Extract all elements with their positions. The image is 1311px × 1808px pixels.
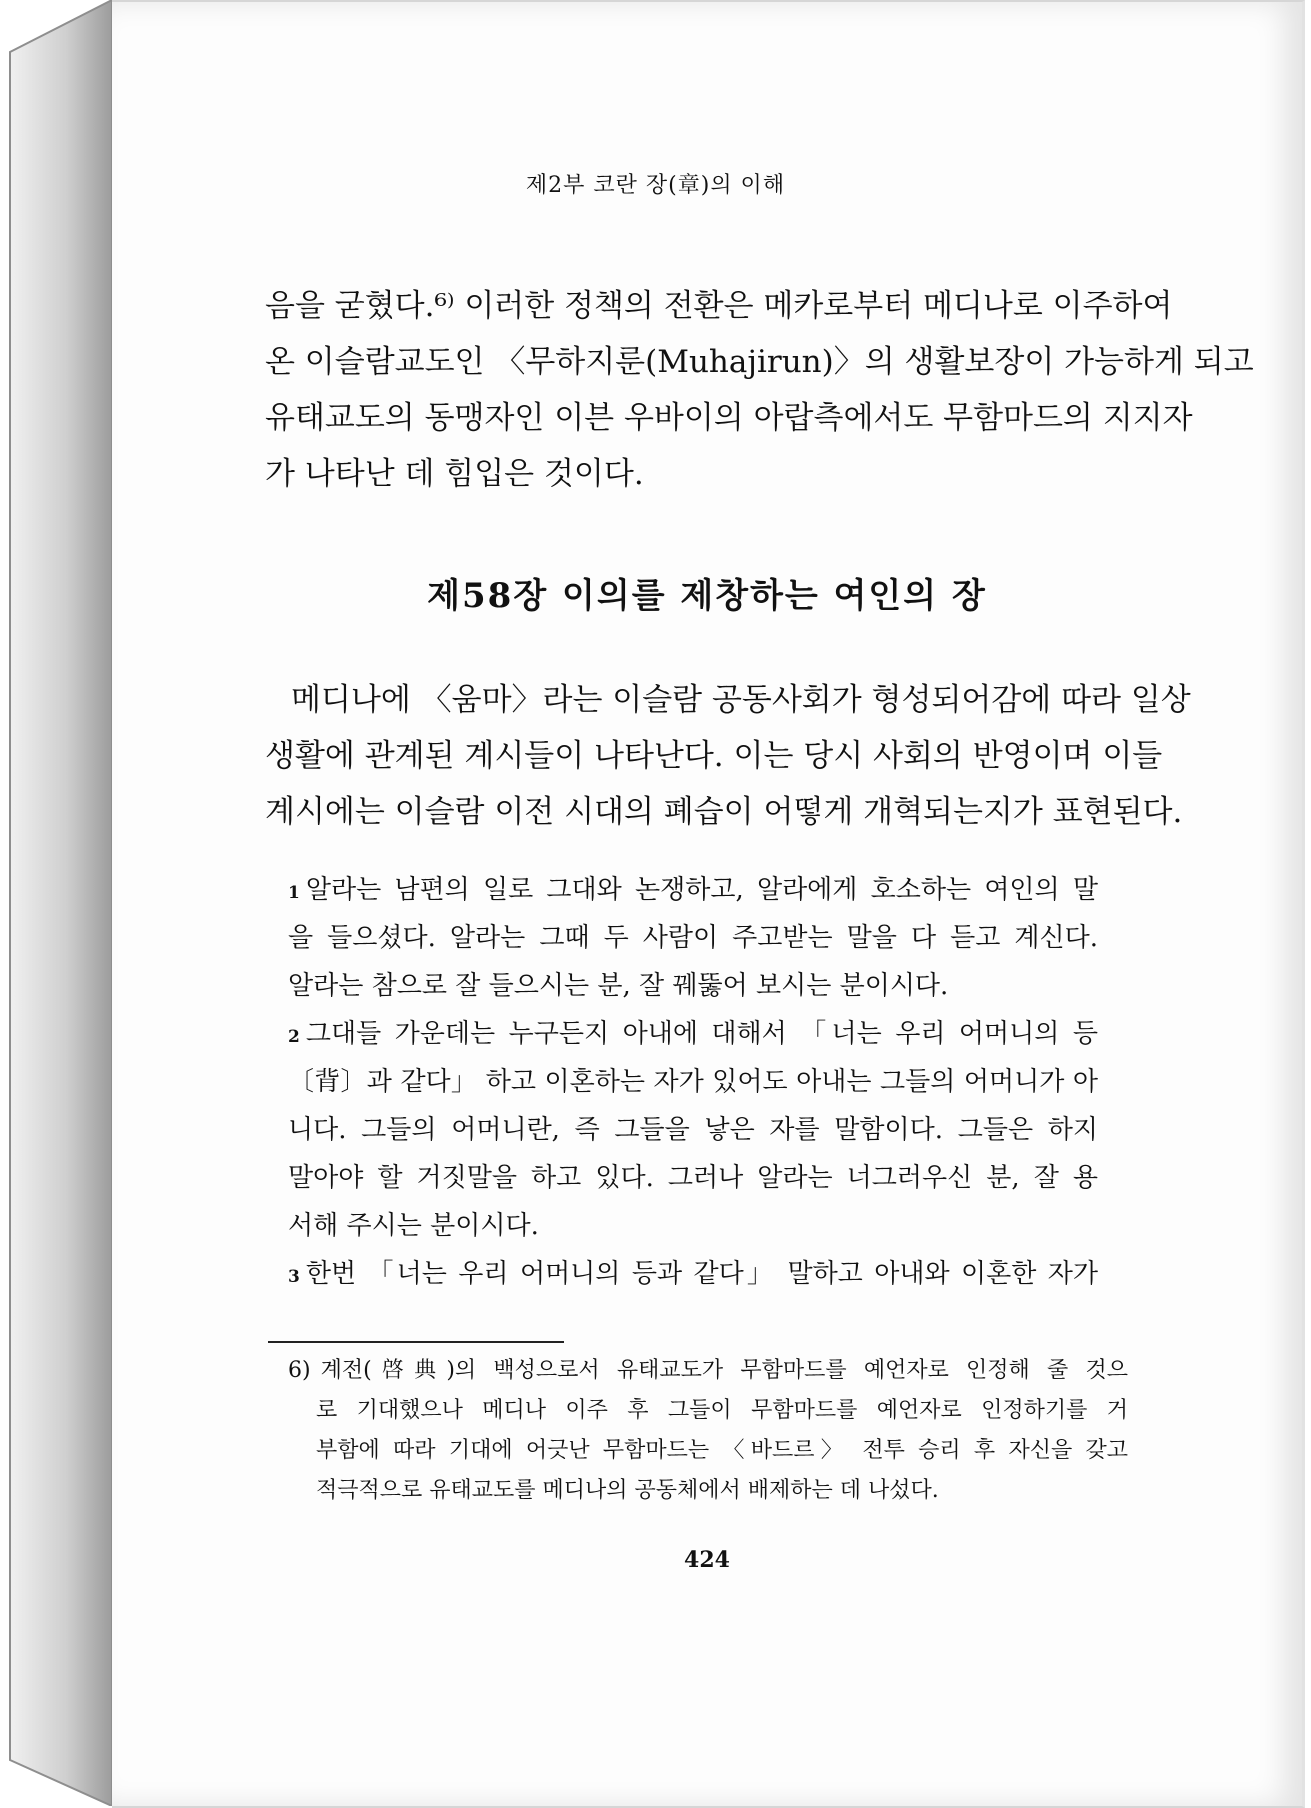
verse-2-line: 서해 주시는 분이시다. (288, 1211, 539, 1241)
footnote-line: 부함에 따라 기대에 어긋난 무함마드는 〈바드르〉 전투 승리 후 자신을 갖고 (316, 1438, 1128, 1463)
footnote (288, 1351, 1128, 1511)
verse-2-line: 말아야 할 거짓말을 하고 있다. 그러나 알라는 너그러우신 분, 잘 용 (288, 1163, 1098, 1193)
verse-text: 그대들 가운데는 누구든지 아내에 대해서 「너는 우리 어머니의 등 (305, 1019, 1098, 1049)
intro-paragraph (265, 278, 1254, 502)
page-number: 424 (684, 1547, 730, 1573)
verse-text: 한번 「너는 우리 어머니의 등과 같다」 말하고 아내와 이혼한 자가 (305, 1259, 1098, 1289)
intro-line: 유태교도의 동맹자인 이븐 우바이의 아랍측에서도 무함마드의 지지자 (265, 400, 1193, 436)
footnote-line: 적극적으로 유태교도를 메디나의 공동체에서 배제하는 데 나섰다. (316, 1478, 939, 1503)
footnote-rule (268, 1341, 564, 1343)
verse-1-line (288, 866, 1098, 914)
verse-2-line (288, 1010, 1098, 1058)
verse-number: 2 (288, 1027, 300, 1047)
book-spine (0, 0, 112, 1806)
chapter-intro-paragraph (265, 672, 1191, 840)
verse-text: 알라는 남편의 일로 그대와 논쟁하고, 알라에게 호소하는 여인의 말 (305, 875, 1098, 905)
verse-2-line: 〔背〕과 같다」 하고 이혼하는 자가 있어도 아내는 그들의 어머니가 아 (288, 1067, 1098, 1097)
intro-line: 음을 굳혔다.⁶⁾ 이러한 정책의 전환은 메카로부터 메디나로 이주하여 (265, 288, 1173, 324)
verses (288, 866, 1098, 1298)
paragraph-line: 생활에 관계된 계시들이 나타난다. 이는 당시 사회의 반영이며 이들 (265, 738, 1163, 774)
footnote-text: 계전(啓典)의 백성으로서 유태교도가 무함마드를 예언자로 인정해 줄 것으 (320, 1358, 1128, 1383)
verse-1-line: 알라는 참으로 잘 들으시는 분, 잘 꿰뚫어 보시는 분이시다. (288, 971, 949, 1001)
verse-number: 3 (288, 1267, 300, 1287)
footnote-line: 로 기대했으나 메디나 이주 후 그들이 무함마드를 예언자로 인정하기를 거 (316, 1398, 1128, 1423)
running-head: 제2부 코란 장(章)의 이해 (525, 173, 786, 198)
intro-line: 온 이슬람교도인 〈무하지룬(Muhajirun)〉의 생활보장이 가능하게 되고 (265, 344, 1254, 380)
intro-line: 가 나타난 데 힘입은 것이다. (265, 456, 644, 492)
verse-2-line: 니다. 그들의 어머니란, 즉 그들을 낳은 자를 말함이다. 그들은 하지 (288, 1115, 1098, 1145)
footnote-marker: 6) (288, 1358, 311, 1383)
paragraph-line: 계시에는 이슬람 이전 시대의 폐습이 어떻게 개혁되는지가 표현된다. (265, 794, 1183, 830)
chapter-title: 제58장 이의를 제창하는 여인의 장 (427, 576, 987, 616)
verse-3-line (288, 1250, 1098, 1298)
paragraph-line: 메디나에 〈움마〉라는 이슬람 공동사회가 형성되어감에 따라 일상 (291, 682, 1191, 718)
footnote-line (288, 1351, 1128, 1391)
verse-number: 1 (288, 883, 300, 903)
verse-1-line: 을 들으셨다. 알라는 그때 두 사람이 주고받는 말을 다 듣고 계신다. (288, 923, 1098, 953)
